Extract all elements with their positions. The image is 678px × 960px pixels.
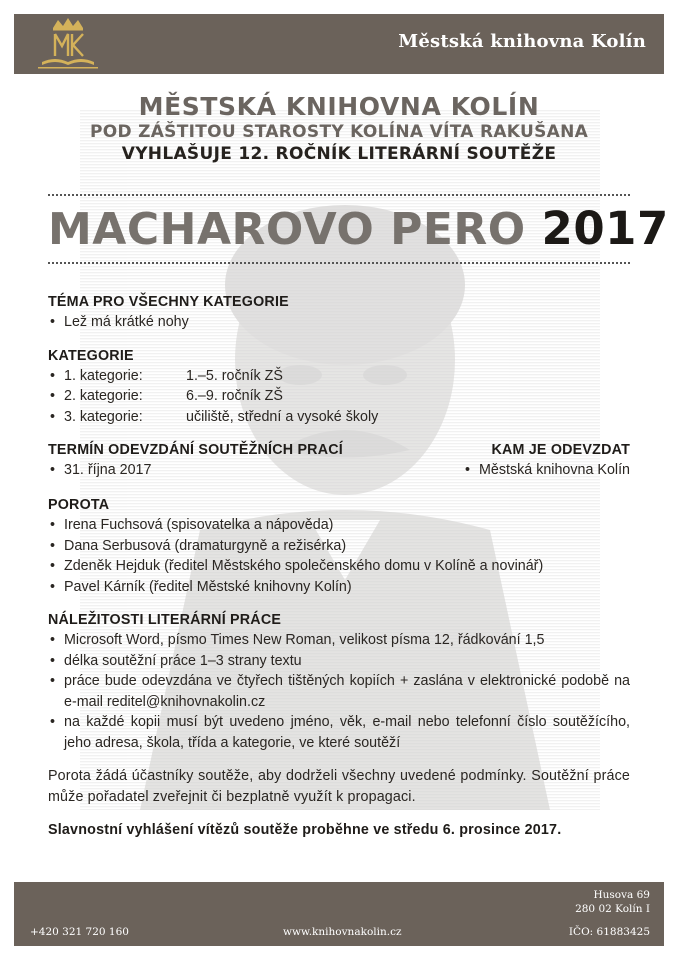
- requirement-item: • délka soutěžní práce 1–3 strany textu: [48, 651, 630, 672]
- footer-website-link[interactable]: www.knihovnakolin.cz: [283, 926, 402, 938]
- submit-to-section: [463, 440, 630, 481]
- dotted-divider-top: [48, 194, 630, 196]
- content: [48, 292, 630, 838]
- list-item: • 31. října 2017: [48, 460, 343, 481]
- category-label: 2. kategorie:: [64, 388, 143, 404]
- patronage-line: POD ZÁŠTITOU STAROSTY KOLÍNA VÍTA RAKUŠANA: [89, 122, 589, 142]
- jury-member: • Irena Fuchsová (spisovatelka a nápověda): [48, 515, 630, 536]
- competition-name: MACHAROVO PERO: [48, 204, 526, 255]
- jury-section: [48, 495, 630, 597]
- submit-to-heading: KAM JE ODEVZDAT: [491, 442, 630, 458]
- requirement-item: • Microsoft Word, písmo Times New Roman, velikost písma 12, řádkování 1,5: [48, 630, 630, 651]
- library-logo-icon: [28, 16, 108, 72]
- category-value: učiliště, střední a vysoké školy: [186, 408, 379, 425]
- announcement-line: VYHLAŠUJE 12. ROČNÍK LITERÁRNÍ SOUTĚŽE: [121, 144, 557, 164]
- deadline-section: [48, 440, 343, 481]
- jury-member: • Pavel Kárník (ředitel Městské knihovny Kolín): [48, 577, 630, 598]
- address-street: Husova 69: [593, 889, 650, 901]
- jury-member: • Dana Serbusová (dramaturgyně a režisérka): [48, 536, 630, 557]
- header-band: [14, 14, 664, 74]
- jury-member: • Zdeněk Hejduk (ředitel Městského společenského domu v Kolíně a novinář): [48, 556, 630, 577]
- requirements-section: [48, 610, 630, 753]
- theme-section: [48, 292, 630, 333]
- category-item: [48, 407, 630, 428]
- title-block: [0, 92, 678, 165]
- footer-address: [575, 888, 650, 916]
- category-value: 1.–5. ročník ZŠ: [186, 367, 283, 384]
- category-item: [48, 386, 630, 407]
- dotted-divider-bottom: [48, 262, 630, 264]
- address-city: 280 02 Kolín I: [575, 903, 650, 915]
- deadline-heading: TERMÍN ODEVZDÁNÍ SOUTĚŽNÍCH PRACÍ: [48, 442, 343, 458]
- competition-title: [48, 198, 669, 261]
- organizer-title: MĚSTSKÁ KNIHOVNA KOLÍN: [138, 92, 540, 121]
- requirements-heading: NÁLEŽITOSTI LITERÁRNÍ PRÁCE: [48, 612, 282, 628]
- category-value: 6.–9. ročník ZŠ: [186, 388, 283, 404]
- footer-phone: +420 321 720 160: [30, 926, 129, 938]
- deadline-and-place: [48, 440, 630, 482]
- ceremony-announcement: Slavnostní vyhlášení vítězů soutěže proběhne ve středu 6. prosince 2017.: [48, 822, 562, 838]
- list-item: • Lež má krátké nohy: [48, 312, 630, 333]
- category-label: 1. kategorie:: [64, 367, 143, 384]
- notice-paragraph: Porota žádá účastníky soutěže, aby dodrželi všechny uvedené podmínky. Soutěžní práce může pořadatel zveřejnit či bezplatně využít k propagaci.: [48, 768, 630, 805]
- competition-year: 2017: [541, 202, 669, 255]
- footer-band: [14, 882, 664, 946]
- footer-ico: IČO: 61883425: [568, 926, 650, 938]
- category-label: 3. kategorie:: [64, 408, 143, 425]
- header-title: Městská knihovna Kolín: [398, 31, 646, 52]
- categories-heading: KATEGORIE: [48, 347, 134, 364]
- list-item: • Městská knihovna Kolín: [463, 460, 630, 481]
- requirement-item: • práce bude odevzdána ve čtyřech tištěných kopiích + zaslána v elektronické podobě na e-mail reditel@knihovnakolin.cz: [48, 671, 630, 712]
- theme-heading: TÉMA PRO VŠECHNY KATEGORIE: [48, 294, 289, 310]
- categories-section: [48, 346, 630, 428]
- requirement-item: • na každé kopii musí být uvedeno jméno, věk, e-mail nebo telefonní číslo soutěžícího, jeho adresa, škola, třída a kategorie, ve které soutěží: [48, 712, 630, 753]
- jury-heading: POROTA: [48, 497, 110, 513]
- category-item: [48, 366, 630, 387]
- footer-contacts: [14, 926, 664, 942]
